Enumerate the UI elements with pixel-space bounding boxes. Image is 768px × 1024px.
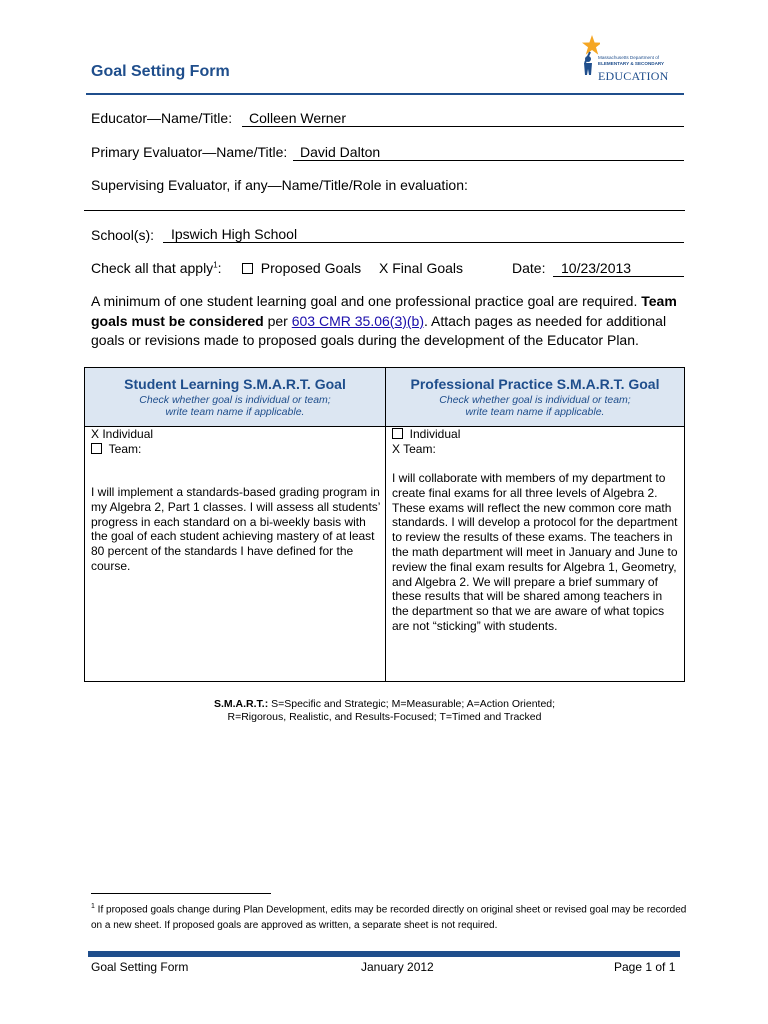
logo-line-1: Massachusetts Department of xyxy=(598,55,660,60)
student-learning-cell[interactable] xyxy=(85,427,386,682)
team-option[interactable]: Team: xyxy=(91,442,141,457)
logo-line-3: EDUCATION xyxy=(598,69,669,83)
dese-logo xyxy=(576,33,684,85)
student-learning-title: Student Learning S.M.A.R.T. Goal xyxy=(124,376,346,392)
professional-practice-title: Professional Practice S.M.A.R.T. Goal xyxy=(410,376,660,392)
header-rule xyxy=(86,93,684,95)
student-learning-header xyxy=(85,368,386,427)
footnote: $^1$ If proposed goals change during Plan Development, edits may be recorded directly on original sheet or revised goal may be recorded on a new sheet. If proposed goals are approved as written, a separate sheet is not required. xyxy=(91,903,687,932)
header-note-line-2: write team name if applicable. xyxy=(165,406,305,418)
footer-title: Goal Setting Form xyxy=(91,960,189,974)
team-option[interactable]: X Team: xyxy=(392,442,436,456)
smart-legend: S.M.A.R.T.: S=Specific and Strategic; M=Measurable; A=Action Oriented; R=Rigorous, Realistic, and Results-Focused; T=Timed and Tracked xyxy=(213,698,556,723)
educator-field[interactable]: Colleen Werner xyxy=(242,110,684,127)
educator-label: Educator—Name/Title: xyxy=(91,110,233,126)
proposed-goals-option[interactable]: Proposed Goals xyxy=(242,260,361,276)
date-label: Date: xyxy=(512,260,546,276)
intro-paragraph: A minimum of one student learning goal and one professional practice goal are required. Team goals must be considered per 603 CMR 35.06(3)(b). Attach pages as needed for additional goals or revisions made to proposed goals during the development of the Educator Plan. xyxy=(91,293,677,348)
header-note-line-1: Check whether goal is individual or team; xyxy=(139,394,331,406)
individual-option[interactable]: Individual xyxy=(392,427,460,442)
date-field[interactable]: 10/23/2013 xyxy=(553,260,684,277)
professional-practice-goal-text[interactable]: I will collaborate with members of my department to create final exams for all three levels of Algebra 2. These exams will reflect the new common core math standards. I will develop a protocol for the department to review the results of these exams. The teachers in the math department will meet in January and June to review the final exam results for Algebra 1, Geometry, and Algebra 2. We will prepare a brief summary of these results that will be shared among teachers in the department so that we are aware of what topics are not “sticking” with students. xyxy=(392,471,678,633)
primary-evaluator-field[interactable]: David Dalton xyxy=(293,144,684,161)
footer-rule xyxy=(88,951,680,957)
check-all-label: Check all that apply$^1$: xyxy=(91,260,222,276)
team-checkbox[interactable] xyxy=(91,443,102,454)
individual-option[interactable]: X Individual xyxy=(91,427,154,441)
page-number: Page 1 of 1 xyxy=(614,960,676,974)
goals-table xyxy=(84,367,685,682)
professional-practice-header xyxy=(386,368,685,427)
professional-practice-cell[interactable] xyxy=(386,427,685,682)
form-title: Goal Setting Form xyxy=(91,63,230,80)
header-note-line-2: write team name if applicable. xyxy=(465,406,605,418)
star-figure-icon xyxy=(576,33,600,85)
primary-evaluator-label: Primary Evaluator—Name/Title: xyxy=(91,144,288,160)
schools-field[interactable]: Ipswich High School xyxy=(163,226,684,243)
cmr-link[interactable]: 603 CMR 35.06(3)(b) xyxy=(291,312,425,329)
final-goals-option[interactable]: X Final Goals xyxy=(379,260,464,276)
supervising-evaluator-field[interactable] xyxy=(84,210,685,211)
proposed-goals-checkbox[interactable] xyxy=(242,263,253,274)
footnote-rule xyxy=(91,893,271,894)
footer-date: January 2012 xyxy=(361,960,434,974)
schools-label: School(s): xyxy=(91,227,155,243)
individual-checkbox[interactable] xyxy=(392,428,403,439)
header-note-line-1: Check whether goal is individual or team; xyxy=(439,394,631,406)
student-learning-goal-text[interactable]: I will implement a standards-based grading program in my Algebra 2, Part 1 classes. I will assess all students’ progress in each standard on a bi-weekly basis with the goal of each student achieving mastery of at least 80 percent of the standards I have defined for the course. xyxy=(91,485,381,573)
supervising-evaluator-label: Supervising Evaluator, if any—Name/Title/Role in evaluation: xyxy=(91,177,468,193)
logo-line-2: ELEMENTARY & SECONDARY xyxy=(598,61,665,66)
